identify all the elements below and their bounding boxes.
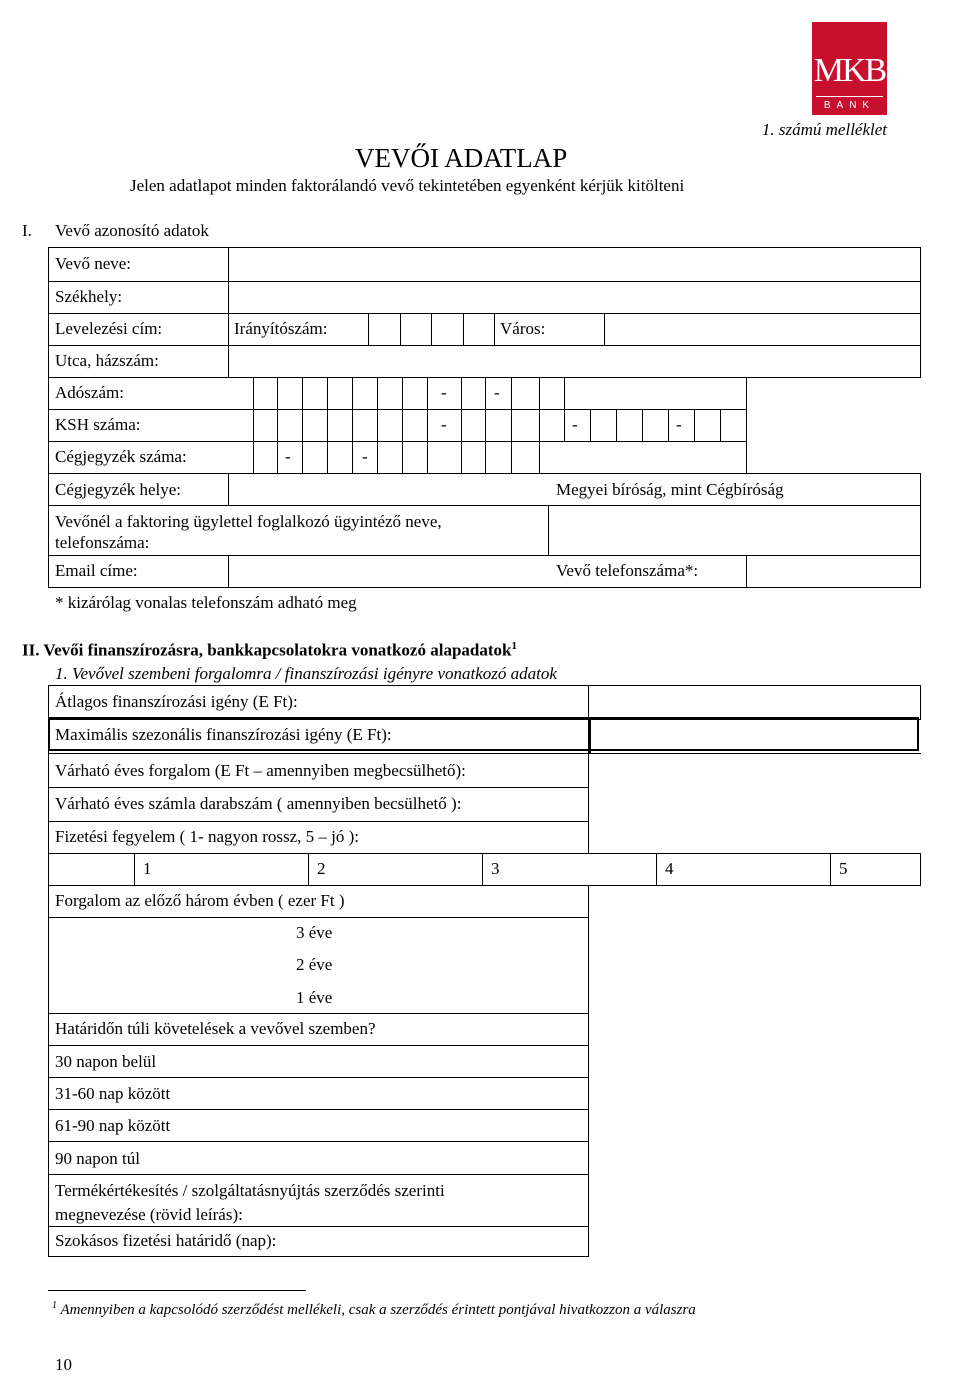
- avg-financing-label: Átlagos finanszírozási igény (E Ft):: [55, 692, 298, 711]
- seat-field[interactable]: [229, 282, 919, 312]
- rule: [746, 377, 747, 473]
- overdue-61-90-field[interactable]: [590, 1111, 920, 1140]
- table-rule: [511, 409, 512, 441]
- logo-text: MKB: [813, 52, 886, 89]
- table-rule: [830, 853, 831, 885]
- footnote-number: 1: [52, 1300, 57, 1311]
- table-rule: [588, 885, 589, 1257]
- city-field[interactable]: [605, 314, 919, 344]
- table-rule: [482, 853, 483, 885]
- annex-label: 1. számú melléklet: [761, 120, 887, 139]
- table-rule: [253, 441, 254, 473]
- table-rule: [327, 441, 328, 473]
- invoice-count-label: Várható éves számla darabszám ( amennyiben becsülhető ):: [55, 794, 462, 813]
- rule: [48, 441, 747, 442]
- buyer-phone-field[interactable]: [747, 556, 919, 586]
- footnote-text: Amennyiben a kapcsolódó szerződést mellékeli, csak a szerződés érintett pontjával hivatkozzon a válaszra: [60, 1302, 696, 1318]
- registry-place-label: Cégjegyzék helye:: [55, 480, 182, 499]
- table-rule: [352, 409, 353, 441]
- table-rule: [48, 685, 49, 1257]
- table-rule: [485, 441, 486, 473]
- overdue-31-60-field[interactable]: [590, 1079, 920, 1108]
- discipline-option-1[interactable]: 1: [143, 859, 152, 878]
- table-rule: [48, 885, 921, 886]
- table-rule: [302, 409, 303, 441]
- overdue-90-plus-label: 90 napon túl: [55, 1149, 140, 1168]
- footnote-ref: 1: [511, 640, 517, 652]
- table-rule: [461, 377, 462, 409]
- zip-label: Irányítószám:: [234, 319, 328, 338]
- max-financing-label: Maximális szezonális finanszírozási igény (E Ft):: [55, 725, 392, 744]
- year-1-label: 1 éve: [296, 988, 333, 1007]
- table-rule: [461, 441, 462, 473]
- expected-turnover-field[interactable]: [590, 755, 920, 786]
- table-rule: [539, 441, 540, 473]
- mkb-bank-logo: [812, 22, 887, 115]
- table-rule: [48, 1141, 588, 1142]
- table-rule: [402, 409, 403, 441]
- table-rule: [48, 1109, 588, 1110]
- table-rule: [48, 1256, 588, 1257]
- table-rule: [920, 685, 921, 719]
- table-rule: [48, 853, 921, 854]
- logo-subtext: BANK: [823, 100, 876, 111]
- court-text: Megyei bíróság, mint Cégbíróság: [556, 480, 784, 499]
- table-rule: [668, 409, 669, 441]
- table-rule: [48, 917, 588, 918]
- rule: [400, 313, 401, 345]
- mail-address-label: Levelezési cím:: [55, 319, 163, 338]
- table-rule: [539, 409, 540, 441]
- page-number: 10: [55, 1355, 72, 1374]
- table-rule: [48, 1077, 588, 1078]
- rule: [494, 313, 495, 345]
- email-label: Email címe:: [55, 561, 138, 580]
- table-rule: [277, 441, 278, 473]
- street-field[interactable]: [229, 346, 919, 376]
- table-rule: [402, 377, 403, 409]
- table-rule: [327, 409, 328, 441]
- buyer-phone-label: Vevő telefonszáma*:: [556, 561, 699, 580]
- overdue-31-60-label: 31-60 nap között: [55, 1084, 171, 1103]
- previous-turnover-label: Forgalom az előző három évben ( ezer Ft ): [55, 891, 345, 910]
- contract-label-line-2: megnevezése (rövid leírás):: [55, 1205, 243, 1224]
- logo-divider: [816, 96, 883, 97]
- page-title: VEVŐI ADATLAP: [355, 143, 568, 173]
- table-rule: [588, 717, 591, 753]
- table-rule: [920, 853, 921, 885]
- tax-number-label: Adószám:: [55, 383, 124, 402]
- payment-term-field[interactable]: [590, 1228, 920, 1255]
- overdue-61-90-label: 61-90 nap között: [55, 1116, 171, 1135]
- rule: [920, 473, 921, 588]
- table-rule: [308, 853, 309, 885]
- table-rule: [485, 409, 486, 441]
- overdue-label: Határidőn túli követelések a vevővel szemben?: [55, 1019, 376, 1038]
- table-rule: [564, 409, 565, 441]
- table-rule: [564, 377, 565, 409]
- avg-financing-field[interactable]: [590, 687, 919, 718]
- table-rule: [48, 753, 921, 754]
- buyer-name-label: Vevő neve:: [55, 254, 132, 273]
- discipline-option-4[interactable]: 4: [665, 859, 674, 878]
- dash: -: [362, 447, 368, 466]
- table-rule: [590, 409, 591, 441]
- city-label: Város:: [500, 319, 546, 338]
- page-subtitle: Jelen adatlapot minden faktorálandó vevő tekintetében egyenként kérjük kitölteni: [130, 176, 685, 195]
- discipline-option-5[interactable]: 5: [839, 859, 848, 878]
- section-2-heading: II. Vevői finanszírozásra, bankkapcsolatokra vonatkozó alapadatok$^1$: [22, 640, 517, 660]
- table-rule: [302, 441, 303, 473]
- table-rule: [277, 409, 278, 441]
- table-rule: [377, 409, 378, 441]
- table-rule: [48, 787, 588, 788]
- rule: [920, 247, 921, 377]
- table-rule: [427, 377, 428, 409]
- rule: [368, 313, 369, 345]
- table-rule: [327, 377, 328, 409]
- table-rule: [277, 377, 278, 409]
- section-1-heading: Vevő azonosító adatok: [55, 221, 209, 240]
- ksh-number-label: KSH száma:: [55, 415, 141, 434]
- contact-person-label: Vevőnél a faktoring ügylettel foglalkozó ügyintéző neve,: [55, 512, 442, 531]
- table-rule: [352, 441, 353, 473]
- dash: -: [676, 415, 682, 434]
- contract-label-line-1: Termékértékesítés / szolgáltatásnyújtás szerződés szerinti: [55, 1181, 445, 1200]
- dash: -: [441, 383, 447, 402]
- table-rule: [253, 377, 254, 409]
- table-rule: [402, 441, 403, 473]
- table-rule: [48, 1013, 588, 1014]
- year-2-label: 2 éve: [296, 955, 333, 974]
- section-1-number: I.: [22, 221, 32, 240]
- dash: -: [572, 415, 578, 434]
- contract-description-field[interactable]: [590, 1176, 920, 1225]
- table-rule: [694, 409, 695, 441]
- table-rule: [539, 377, 540, 409]
- overdue-30-label: 30 napon belül: [55, 1052, 157, 1071]
- table-rule: [48, 1174, 588, 1175]
- year-1-field[interactable]: [590, 982, 920, 1012]
- table-rule: [720, 409, 721, 441]
- table-rule: [588, 685, 589, 853]
- table-rule: [134, 853, 135, 885]
- dash: -: [441, 415, 447, 434]
- year-2-field[interactable]: [590, 950, 920, 980]
- year-3-label: 3 éve: [296, 923, 333, 942]
- table-rule: [485, 377, 486, 409]
- table-rule: [302, 377, 303, 409]
- table-rule: [377, 441, 378, 473]
- registry-number-label: Cégjegyzék száma:: [55, 447, 187, 466]
- payment-term-label: Szokásos fizetési határidő (nap):: [55, 1231, 277, 1250]
- overdue-30-field[interactable]: [590, 1047, 920, 1076]
- table-rule: [511, 377, 512, 409]
- contact-person-field[interactable]: [549, 506, 919, 554]
- max-financing-field[interactable]: [592, 721, 917, 750]
- table-rule: [48, 821, 588, 822]
- table-rule: [48, 685, 921, 686]
- footnote: [52, 1301, 696, 1318]
- rule: [463, 313, 464, 345]
- table-rule: [656, 853, 657, 885]
- footnote-divider: [48, 1290, 306, 1291]
- overdue-90-plus-field[interactable]: [590, 1143, 920, 1173]
- discipline-option-2[interactable]: 2: [317, 859, 326, 878]
- contact-phone-label: telefonszáma:: [55, 533, 150, 552]
- landline-note: * kizárólag vonalas telefonszám adható meg: [55, 593, 357, 612]
- expected-turnover-label: Várható éves forgalom (E Ft – amennyiben megbecsülhető):: [55, 761, 466, 780]
- year-3-field[interactable]: [590, 918, 920, 948]
- invoice-count-field[interactable]: [590, 789, 920, 820]
- table-rule: [377, 377, 378, 409]
- section-2-subheading: 1. Vevővel szembeni forgalomra / finanszírozási igényre vonatkozó adatok: [55, 664, 557, 683]
- payment-discipline-label: Fizetési fegyelem ( 1- nagyon rossz, 5 – jó ):: [55, 827, 360, 846]
- discipline-option-3[interactable]: 3: [491, 859, 500, 878]
- rule: [48, 587, 921, 588]
- table-rule: [48, 1045, 588, 1046]
- table-rule: [253, 409, 254, 441]
- table-rule: [427, 441, 428, 473]
- table-rule: [642, 409, 643, 441]
- table-rule: [511, 441, 512, 473]
- street-label: Utca, házszám:: [55, 351, 159, 370]
- seat-label: Székhely:: [55, 287, 123, 306]
- table-rule: [461, 409, 462, 441]
- rule: [48, 247, 49, 588]
- table-rule: [48, 1226, 588, 1227]
- dash: -: [494, 383, 500, 402]
- table-rule: [352, 377, 353, 409]
- email-field[interactable]: [229, 556, 549, 586]
- dash: -: [285, 447, 291, 466]
- table-rule: [427, 409, 428, 441]
- rule: [431, 313, 432, 345]
- buyer-name-field[interactable]: [229, 248, 919, 280]
- registry-place-field[interactable]: [229, 474, 549, 504]
- table-rule: [616, 409, 617, 441]
